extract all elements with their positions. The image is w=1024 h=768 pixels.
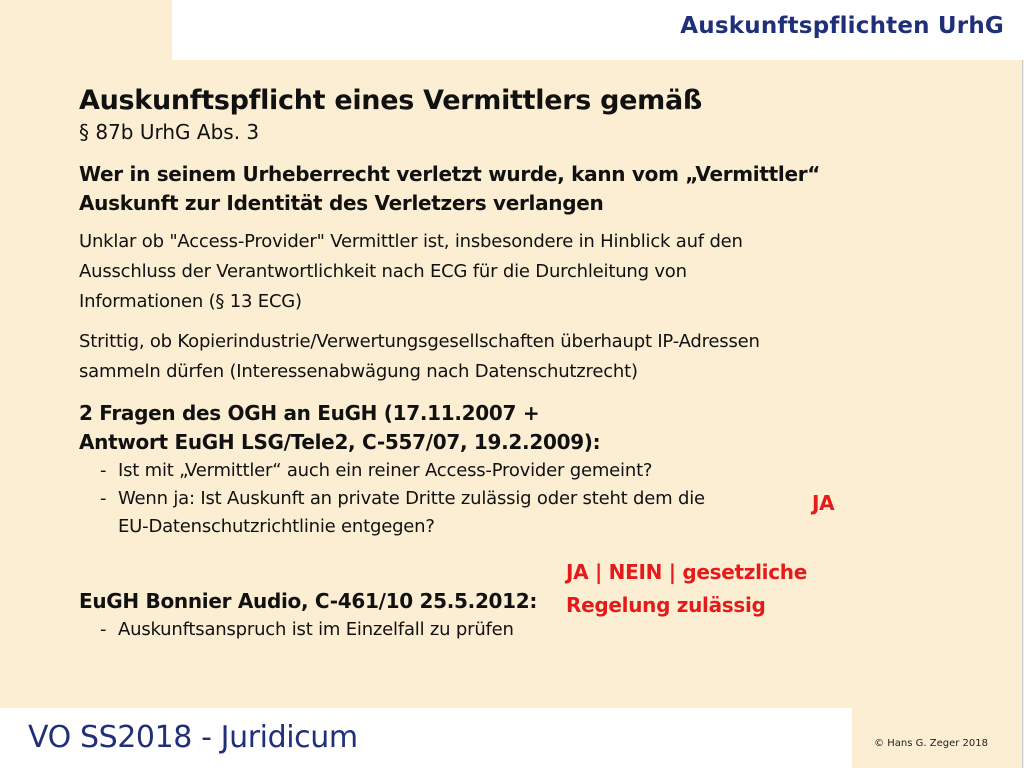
paragraph-2-line-1: Strittig, ob Kopierindustrie/Verwertungsgesellschaften überhaupt IP-Adressen (79, 331, 760, 352)
paragraph-1-line-1: Unklar ob "Access-Provider" Vermittler ist, insbesondere in Hinblick auf den (79, 231, 743, 252)
question-2-text-line-2: EU-Datenschutzrichtlinie entgegen? (118, 516, 435, 537)
case-bullet (79, 616, 979, 644)
paragraph-1-line-2: Ausschluss der Verantwortlichkeit nach ECG für die Durchleitung von (79, 261, 687, 282)
questions-heading-line-2: Antwort EuGH LSG/Tele2, C-557/07, 19.2.2009): (79, 430, 601, 454)
question-bullet-2-cont (79, 513, 979, 541)
case-bullet-text: Auskunftsanspruch ist im Einzelfall zu prüfen (118, 619, 514, 640)
statement-line-2: Auskunft zur Identität des Verletzers verlangen (79, 191, 604, 215)
bullet-dash: - (100, 460, 107, 481)
question-bullet-1 (79, 457, 979, 485)
course-label: VO SS2018 - Juridicum (28, 720, 358, 755)
bullet-dash: - (100, 488, 107, 509)
answer-1: JA (812, 491, 835, 515)
question-2-text-line-1: Wenn ja: Ist Auskunft an private Dritte zulässig oder steht dem die (118, 488, 705, 509)
questions-heading-line-1: 2 Fragen des OGH an EuGH (17.11.2007 + (79, 401, 540, 425)
question-bullet-2 (79, 485, 979, 513)
paragraph-2-line-2: sammeln dürfen (Interessenabwägung nach Datenschutzrecht) (79, 361, 638, 382)
answer-2-line-2: Regelung zulässig (566, 593, 766, 617)
slide-title: Auskunftspflichten UrhG (680, 13, 1004, 39)
copyright-notice: © Hans G. Zeger 2018 (874, 738, 988, 749)
footer-bar (0, 708, 852, 768)
bullet-dash: - (100, 619, 107, 640)
question-1-text: Ist mit „Vermittler“ auch ein reiner Access-Provider gemeint? (118, 460, 653, 481)
main-heading: Auskunftspflicht eines Vermittlers gemäß (79, 85, 703, 116)
statement-line-1: Wer in seinem Urheberrecht verletzt wurde, kann vom „Vermittler“ (79, 162, 821, 186)
paragraph-1-line-3: Informationen (§ 13 ECG) (79, 291, 302, 312)
answer-2-line-1: JA | NEIN | gesetzliche (566, 560, 807, 584)
title-bar (172, 0, 1024, 60)
case-heading: EuGH Bonnier Audio, C-461/10 25.5.2012: (79, 589, 538, 613)
slide-content (79, 84, 979, 644)
sub-heading: § 87b UrhG Abs. 3 (79, 120, 260, 144)
